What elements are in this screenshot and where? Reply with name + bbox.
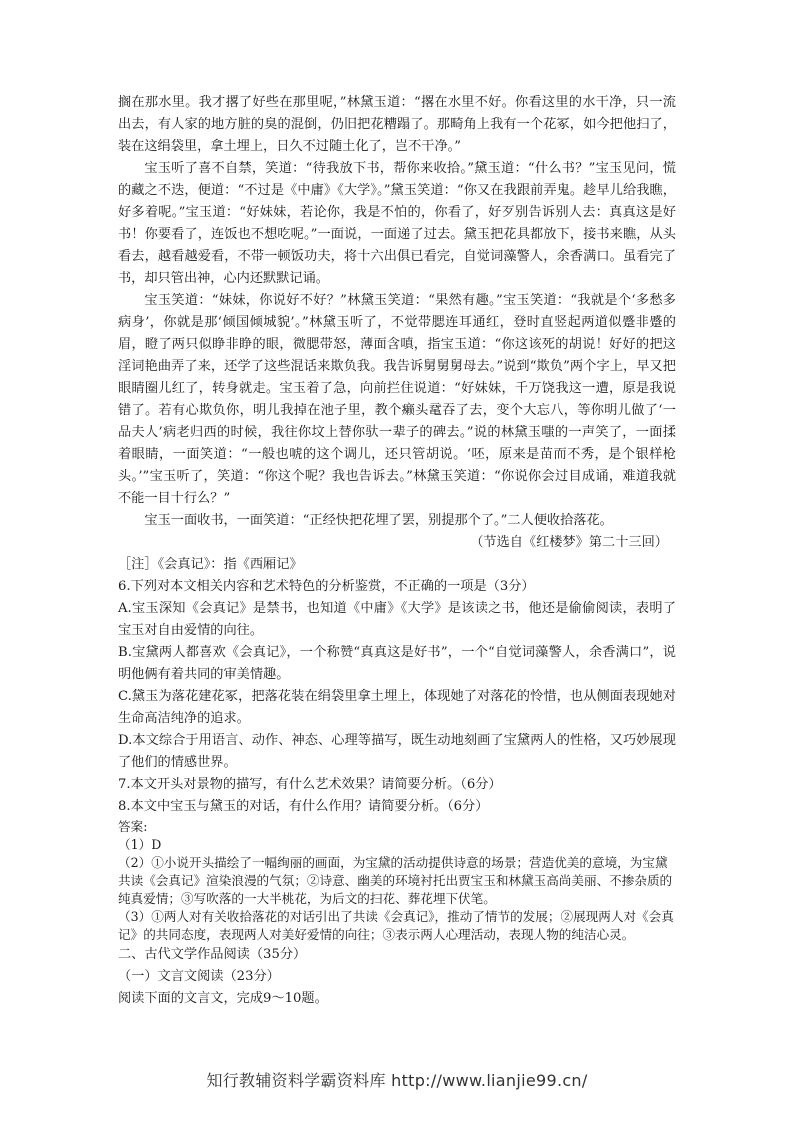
- document-page: [118, 92, 676, 1010]
- answer-1: （1）D: [118, 837, 162, 852]
- section-title: 二、古代文学作品阅读（35分）: [118, 947, 307, 962]
- option-c: C.黛玉为落花建花冢，把落花装在绢袋里拿土埋上，体现她了对落花的怜惜，也从侧面表现她对生命高洁纯净的追求。: [118, 689, 676, 726]
- passage-paragraph-2: 宝玉听了喜不自禁，笑道：“待我放下书，帮你来收拾。”黛玉道：“什么书？”宝玉见问，慌的藏之不迭，便道：“不过是《中庸》《大学》。”黛玉笑道：“你又在我跟前弄鬼。趁早儿给我瞧，好多着呢。”宝玉道：“好妹妹，若论你，我是不怕的，你看了，好歹别告诉别人去：真真这是好书！你要看了，连饭也不想吃呢。”一面说，一面递了过去。黛玉把花具都放下，接书来瞧，从头看去，越看越爱看，不带一顿饭功夫，将十六出俱已看完，自觉词藻警人，余香满口。虽看完了书，却只管出神，心内还默默记诵。: [118, 161, 676, 286]
- section-instruction: 阅读下面的文言文，完成9～10题。: [118, 991, 328, 1006]
- passage-paragraph-1: 搁在那水里。我才撂了好些在那里呢，”林黛玉道：“撂在水里不好。你看这里的水干净，只一流出去，有人家的地方脏的臭的混倒，仍旧把花糟蹋了。那畸角上我有一个花冢，如今把他扫了，装在这绢袋里，拿土埋上，日久不过随土化了，岂不干净。”: [118, 95, 676, 154]
- answer-3: （3）①两人对有关收拾落花的对话引出了共读《会真记》，推动了情节的发展；②展现两人对《会真记》的共同态度，表现两人对美好爱情的向往；③表示两人心理活动，表现人物的纯洁心灵。: [118, 909, 674, 942]
- question-8: 8.本文中宝玉与黛玉的对话，有什么作用？请简要分析。（6分）: [118, 799, 489, 814]
- option-a: A.宝玉深知《会真记》是禁书，也知道《中庸》《大学》是该读之书，他还是偷偷阅读，表明了宝玉对自由爱情的向往。: [118, 601, 676, 638]
- option-b: B.宝黛两人都喜欢《会真记》，一个称赞“真真这是好书”，一个“自觉词藻警人，余香满口”，说明他俩有着共同的审美情趣。: [118, 645, 676, 682]
- question-7: 7.本文开头对景物的描写，有什么艺术效果？请简要分析。（6分）: [118, 777, 502, 792]
- passage-source: （节选自《红楼梦》第二十三回）: [470, 535, 668, 550]
- section-subtitle: （一）文言文阅读（23分）: [118, 969, 280, 984]
- footer-watermark: 知行教辅资料学霸资料库 http://www.lianjie99.cn/: [206, 1071, 588, 1090]
- passage-paragraph-3: 宝玉笑道：“妹妹，你说好不好？”林黛玉笑道：“果然有趣。”宝玉笑道：“我就是个‘多愁多病身’，你就是那‘倾国倾城貌’。”林黛玉听了，不觉带腮连耳通红，登时直竖起两道似蹙非蹙的眉，瞪了两只似睁非睁的眼，微腮带怒，薄面含嗔，指宝玉道：“你这该死的胡说！好好的把这淫词艳曲弄了来，还学了这些混话来欺负我。我告诉舅舅舅母去。”说到“欺负”两个字上，早又把眼睛圈儿红了，转身就走。宝玉着了急，向前拦住说道：“好妹妹，千万饶我这一遭，原是我说错了。若有心欺负你，明儿我掉在池子里，教个癞头鼋吞了去，变个大忘八，等你明儿做了‘一品夫人’病老归西的时候，我往你坟上替你驮一辈子的碑去。”说的林黛玉嗤的一声笑了，一面揉着眼睛，一面笑道：“一般也唬的这个调儿，还只管胡说。‘呸，原来是苗而不秀，是个银样枪头。’”宝玉听了，笑道：“你这个呢？我也告诉去。”林黛玉笑道：“你说你会过目成诵，难道我就不能一目十行么？”: [118, 293, 676, 506]
- passage-paragraph-4: 宝玉一面收书，一面笑道：“正经快把花埋了罢，别提那个了。”二人便收拾落花。: [144, 513, 613, 528]
- option-d: D.本文综合于用语言、动作、神态、心理等描写，既生动地刻画了宝黛两人的性格，又巧妙展现了他们的情感世界。: [118, 733, 676, 770]
- answers-label: 答案:: [118, 819, 148, 834]
- passage-note: ［注］《会真记》：指《西厢记》: [118, 557, 303, 572]
- question-6: 6.下列对本文相关内容和艺术特色的分析鉴赏，不正确的一项是（3分）: [118, 579, 535, 594]
- answer-2: （2）①小说开头描绘了一幅绚丽的画面，为宝黛的活动提供诗意的场景；营造优美的意境，为宝黛共读《会真记》渲染浪漫的气氛；②诗意、幽美的环境衬托出贾宝玉和林黛玉高尚美丽、不掺杂质的纯真爱情；③写吹落的一大半桃花，为后文的扫花、葬花埋下伏笔。: [118, 855, 673, 906]
